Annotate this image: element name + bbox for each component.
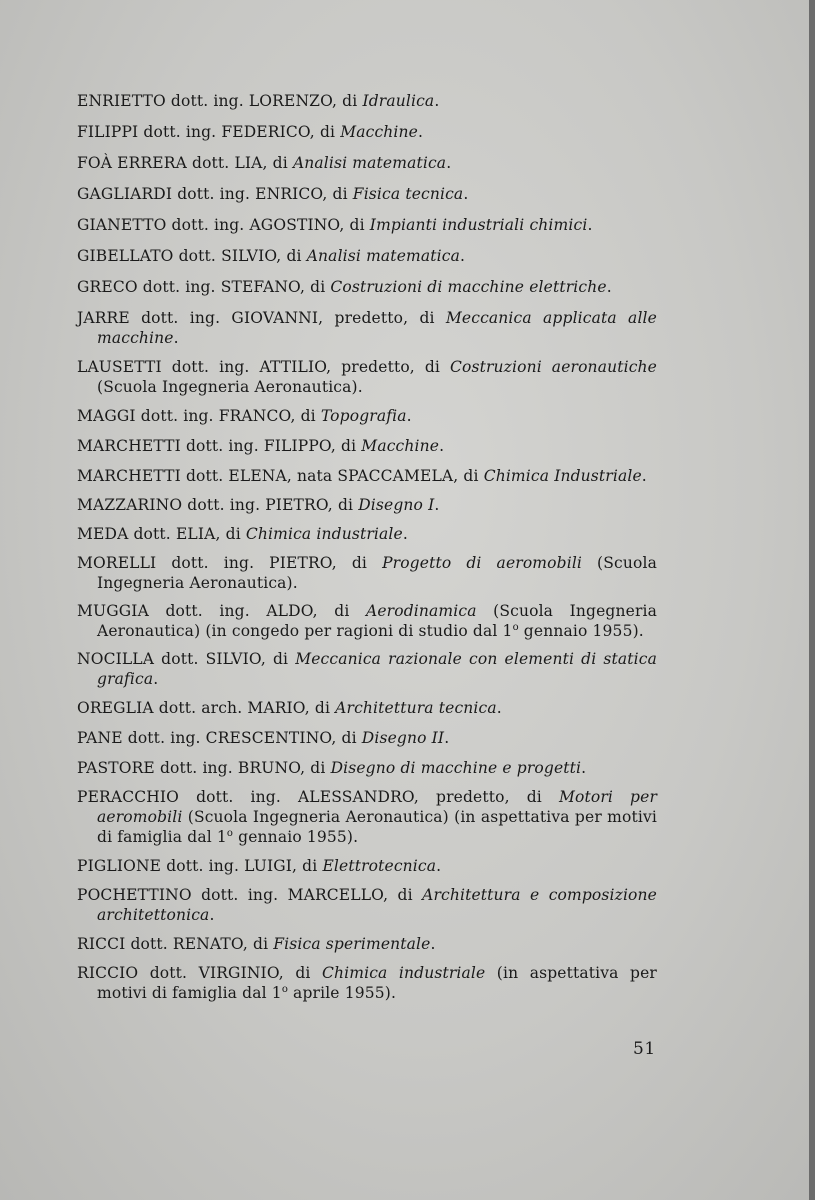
- list-item: FILIPPI dott. ing. FEDERICO, di Macchine.: [77, 123, 424, 141]
- list-item: OREGLIA dott. arch. MARIO, di Architettura tecnica.: [77, 699, 502, 717]
- faculty-list: [77, 91, 657, 1003]
- list-item: GIBELLATO dott. SILVIO, di Analisi matematica.: [77, 247, 466, 265]
- list-item: MARCHETTI dott. ELENA, nata SPACCAMELA, di Chimica Industriale.: [77, 467, 647, 485]
- list-item: FOÀ ERRERA dott. LIA, di Analisi matematica.: [77, 154, 452, 172]
- list-item: LAUSETTI dott. ing. ATTILIO, predetto, di Costruzioni aeronautiche (Scuola Ingegneria Aeronautica).: [77, 358, 657, 396]
- list-item: GAGLIARDI dott. ing. ENRICO, di Fisica tecnica.: [77, 185, 469, 203]
- list-item: MAGGI dott. ing. FRANCO, di Topografia.: [77, 407, 412, 425]
- list-item: PASTORE dott. ing. BRUNO, di Disegno di macchine e progetti.: [77, 759, 587, 777]
- list-item: PANE dott. ing. CRESCENTINO, di Disegno II.: [77, 729, 450, 747]
- list-item: MUGGIA dott. ing. ALDO, di Aerodinamica (Scuola Ingegneria Aeronautica) (in congedo per ragioni di studio dal 1$^o$ gennaio 1955).: [77, 602, 658, 640]
- list-item: GRECO dott. ing. STEFANO, di Costruzioni di macchine elettriche.: [77, 278, 612, 296]
- list-item: GIANETTO dott. ing. AGOSTINO, di Impianti industriali chimici.: [77, 216, 593, 234]
- list-item: PIGLIONE dott. ing. LUIGI, di Elettrotecnica.: [77, 857, 442, 875]
- list-item: PERACCHIO dott. ing. ALESSANDRO, predetto, di Motori per aeromobili (Scuola Ingegneria Aeronautica) (in aspettativa per motivi di famiglia dal 1$^o$ gennaio 1955).: [77, 788, 658, 846]
- list-item: ENRIETTO dott. ing. LORENZO, di Idraulica.: [77, 92, 440, 110]
- list-item: MORELLI dott. ing. PIETRO, di Progetto di aeromobili (Scuola Ingegneria Aeronautica).: [77, 554, 657, 592]
- list-item: MARCHETTI dott. ing. FILIPPO, di Macchine.: [77, 437, 445, 455]
- list-item: NOCILLA dott. SILVIO, di Meccanica razionale con elementi di statica grafica.: [77, 650, 657, 688]
- list-item: JARRE dott. ing. GIOVANNI, predetto, di Meccanica applicata alle macchine.: [77, 309, 657, 347]
- list-item: RICCIO dott. VIRGINIO, di Chimica industriale (in aspettativa per motivi di famiglia dal 1$^o$ aprile 1955).: [77, 964, 657, 1002]
- list-item: POCHETTINO dott. ing. MARCELLO, di Architettura e composizione architettonica.: [77, 886, 657, 924]
- list-item: MAZZARINO dott. ing. PIETRO, di Disegno I.: [77, 496, 440, 514]
- page-number: 51: [633, 1039, 656, 1059]
- list-item: RICCI dott. RENATO, di Fisica sperimentale.: [77, 935, 436, 953]
- list-item: MEDA dott. ELIA, di Chimica industriale.: [77, 525, 408, 543]
